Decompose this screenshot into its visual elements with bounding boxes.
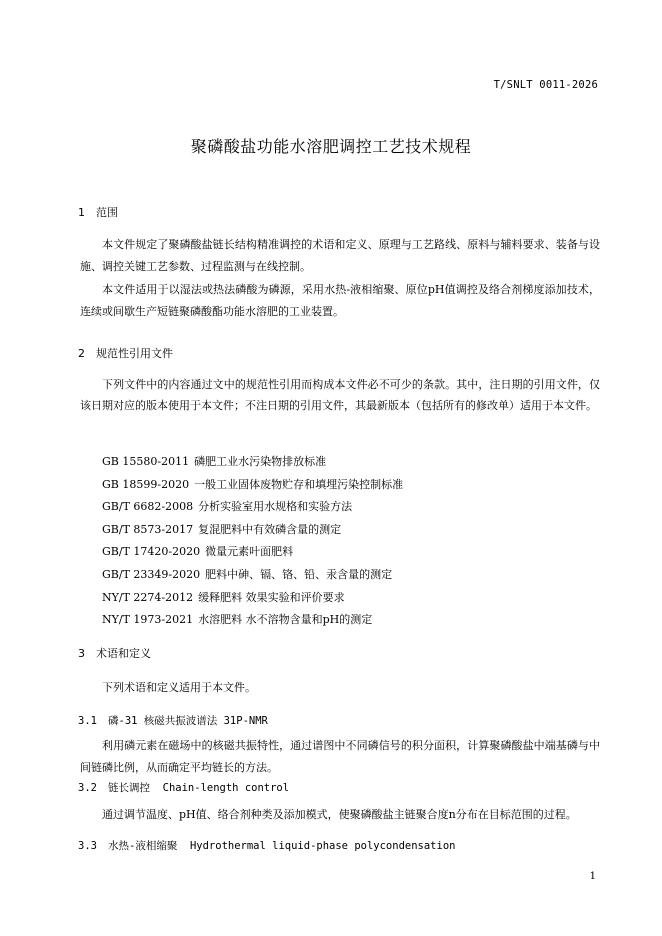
reference-item — [102, 564, 403, 587]
term-definition-3-1: 利用磷元素在磁场中的核磁共振特性，通过谱图中不同磷信号的积分面积，计算聚磷酸盐中端基磷与中间链磷比例，从而确定平均链长的方法。 — [80, 739, 600, 774]
term-definition-3-2: 通过调节温度、pH值、络合剂种类及添加模式，使聚磷酸盐主链聚合度n分布在目标范围的过程。 — [102, 808, 577, 821]
reference-name: 复混肥料中有效磷含量的测定 — [198, 522, 342, 536]
terms-intro: 下列术语和定义适用于本文件。 — [102, 681, 256, 694]
reference-name: 水溶肥料 水不溶物含量和pH的测定 — [198, 613, 373, 627]
reference-code: GB/T 23349-2020 — [102, 567, 201, 581]
scope-paragraph-1: 本文件规定了聚磷酸盐链长结构精准调控的术语和定义、原理与工艺路线、原料与辅料要求、装备与设施、调控关键工艺参数、过程监测与在线控制。 — [80, 238, 600, 273]
reference-item — [102, 496, 403, 519]
reference-list — [102, 451, 403, 632]
document-title: 聚磷酸盐功能水溶肥调控工艺技术规程 — [190, 137, 472, 156]
section-number: 1 — [78, 206, 85, 219]
reference-name: 缓释肥料 效果实验和评价要求 — [198, 590, 345, 604]
term-title: 链长调控 Chain-length control — [108, 782, 290, 794]
reference-item — [102, 609, 403, 632]
reference-name: 分析实验室用水规格和实验方法 — [198, 500, 353, 514]
page-number: 1 — [589, 871, 596, 882]
standard-number: T/SNLT 0011-2026 — [493, 79, 598, 91]
reference-code: GB/T 8573-2017 — [102, 522, 194, 536]
reference-name: 肥料中砷、镉、铬、铅、汞含量的测定 — [205, 567, 393, 581]
reference-code: NY/T 1973-2021 — [102, 613, 194, 627]
reference-name: 一般工业固体废物贮存和填埋污染控制标准 — [194, 477, 404, 491]
section-heading-terms — [78, 645, 151, 661]
section-title: 术语和定义 — [96, 647, 151, 660]
scope-paragraph-2: 本文件适用于以湿法或热法磷酸为磷源，采用水热-液相缩聚、原位pH值调控及络合剂梯度添加技术，连续或间歇生产短链聚磷酸酯功能水溶肥的工业装置。 — [80, 283, 600, 318]
term-number: 3.2 — [78, 782, 97, 794]
section-title: 范围 — [96, 206, 118, 219]
section-number: 3 — [78, 647, 85, 660]
section-heading-scope — [78, 204, 118, 220]
term-title: 磷-31 核磁共振波谱法 31P-NMR — [108, 715, 268, 727]
section-number: 2 — [78, 347, 85, 360]
term-heading-3-2 — [78, 780, 289, 795]
section-heading-normative-references — [78, 345, 173, 361]
reference-code: GB 18599-2020 — [102, 477, 190, 491]
reference-item — [102, 519, 403, 542]
reference-item — [102, 474, 403, 497]
reference-item — [102, 541, 403, 564]
section-title: 规范性引用文件 — [96, 347, 173, 360]
reference-code: GB/T 17420-2020 — [102, 545, 201, 559]
term-heading-3-3 — [78, 838, 455, 853]
normative-references-intro: 下列文件中的内容通过文中的规范性引用而构成本文件必不可少的条款。其中，注日期的引用文件，仅该日期对应的版本使用于本文件；不注日期的引用文件，其最新版本（包括所有的修改单）适用于本文件。 — [80, 378, 600, 412]
reference-code: NY/T 2274-2012 — [102, 590, 194, 604]
reference-name: 磷肥工业水污染物排放标准 — [194, 455, 327, 468]
reference-code: GB/T 6682-2008 — [102, 500, 194, 514]
reference-item — [102, 587, 403, 610]
term-number: 3.1 — [78, 715, 97, 727]
reference-code: GB 15580-2011 — [102, 455, 190, 468]
term-title: 水热-液相缩聚 Hydrothermal liquid-phase polycondensation — [108, 840, 456, 852]
term-number: 3.3 — [78, 840, 97, 852]
reference-name: 微量元素叶面肥料 — [205, 545, 294, 559]
term-heading-3-1 — [78, 713, 268, 728]
reference-item — [102, 451, 403, 474]
